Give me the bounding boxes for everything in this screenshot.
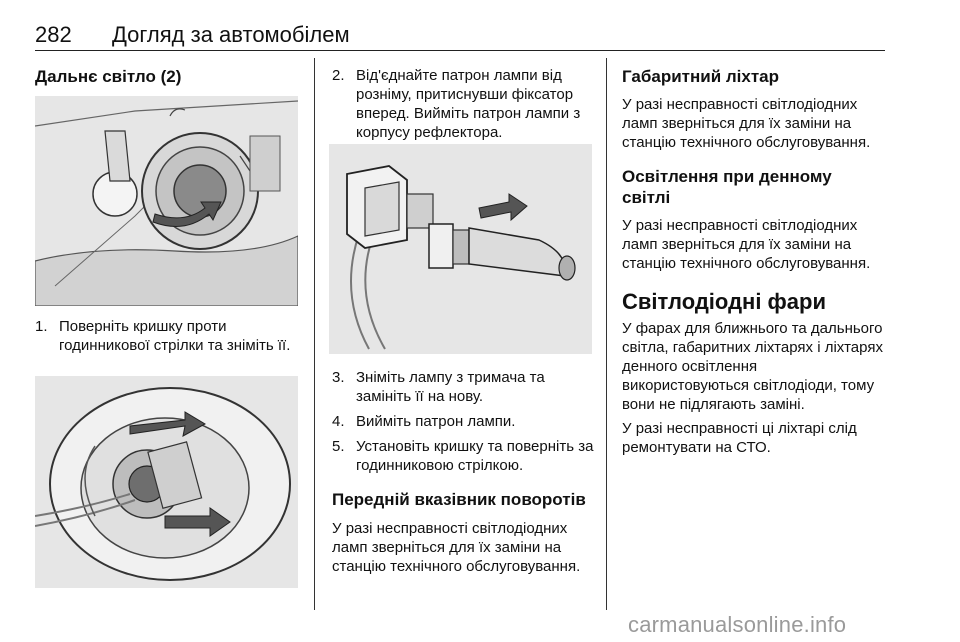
bulb-holder-illustration [35, 376, 298, 588]
side-light-heading: Габаритний ліхтар [622, 67, 780, 86]
step-1-number: 1. [35, 318, 48, 335]
column-divider-2 [606, 58, 607, 610]
page-header [35, 22, 885, 50]
steps-3-5-block [332, 368, 600, 576]
column-divider-1 [314, 58, 315, 610]
step-4-text: Вийміть патрон лампи. [356, 413, 516, 430]
page-title: Догляд за автомобілем [112, 22, 350, 47]
led-headlights-text-2: У разі несправності ці ліхтарі слід ремонтувати на СТО. [622, 420, 857, 456]
step-2 [332, 66, 600, 142]
step-1-block [35, 317, 300, 355]
step-4 [332, 412, 600, 431]
watermark: carmanualsonline.info [628, 612, 847, 637]
column-3 [622, 66, 884, 457]
step-3 [332, 368, 600, 406]
drl-heading: Освітлення при денному світлі [622, 167, 832, 207]
step-2-block [332, 66, 600, 142]
step-5 [332, 437, 600, 475]
turn-signal-heading: Передній вказівник поворотів [332, 490, 586, 509]
turn-signal-text: У разі несправності світлодіодних ламп зверніться для їх заміни на станцію технічного обслуговування. [332, 520, 581, 575]
header-rule [35, 50, 885, 51]
column-1 [35, 66, 300, 87]
led-headlights-text-1: У фарах для ближнього та дальнього світла, габаритних ліхтарях і ліхтарях денного освітлення використовуються світлодіоди, тому вони не підлягають заміні. [622, 320, 883, 413]
step-5-text: Установіть кришку та поверніть за годинниковою стрілкою. [356, 438, 594, 474]
page-number: 282 [35, 22, 72, 47]
step-1-text: Поверніть кришку проти годинникової стрілки та зніміть її. [59, 318, 291, 354]
bulb-removal-illustration [329, 144, 592, 354]
step-3-number: 3. [332, 369, 345, 386]
led-headlights-heading: Світлодіодні фари [622, 289, 826, 314]
step-2-text: Від'єднайте патрон лампи від розніму, притиснувши фіксатор вперед. Вийміть патрон лампи з корпусу рефлектора. [356, 67, 581, 141]
step-3-text: Зніміть лампу з тримача та замініть її на нову. [356, 369, 545, 405]
step-4-number: 4. [332, 413, 345, 430]
side-light-text: У разі несправності світлодіодних ламп зверніться для їх заміни на станцію технічного обслуговування. [622, 96, 871, 151]
high-beam-heading: Дальнє світло (2) [35, 67, 182, 86]
headlamp-cover-illustration [35, 96, 298, 306]
drl-text: У разі несправності світлодіодних ламп зверніться для їх заміни на станцію технічного обслуговування. [622, 217, 871, 272]
step-5-number: 5. [332, 438, 345, 455]
step-1 [35, 317, 300, 355]
step-2-number: 2. [332, 67, 345, 84]
